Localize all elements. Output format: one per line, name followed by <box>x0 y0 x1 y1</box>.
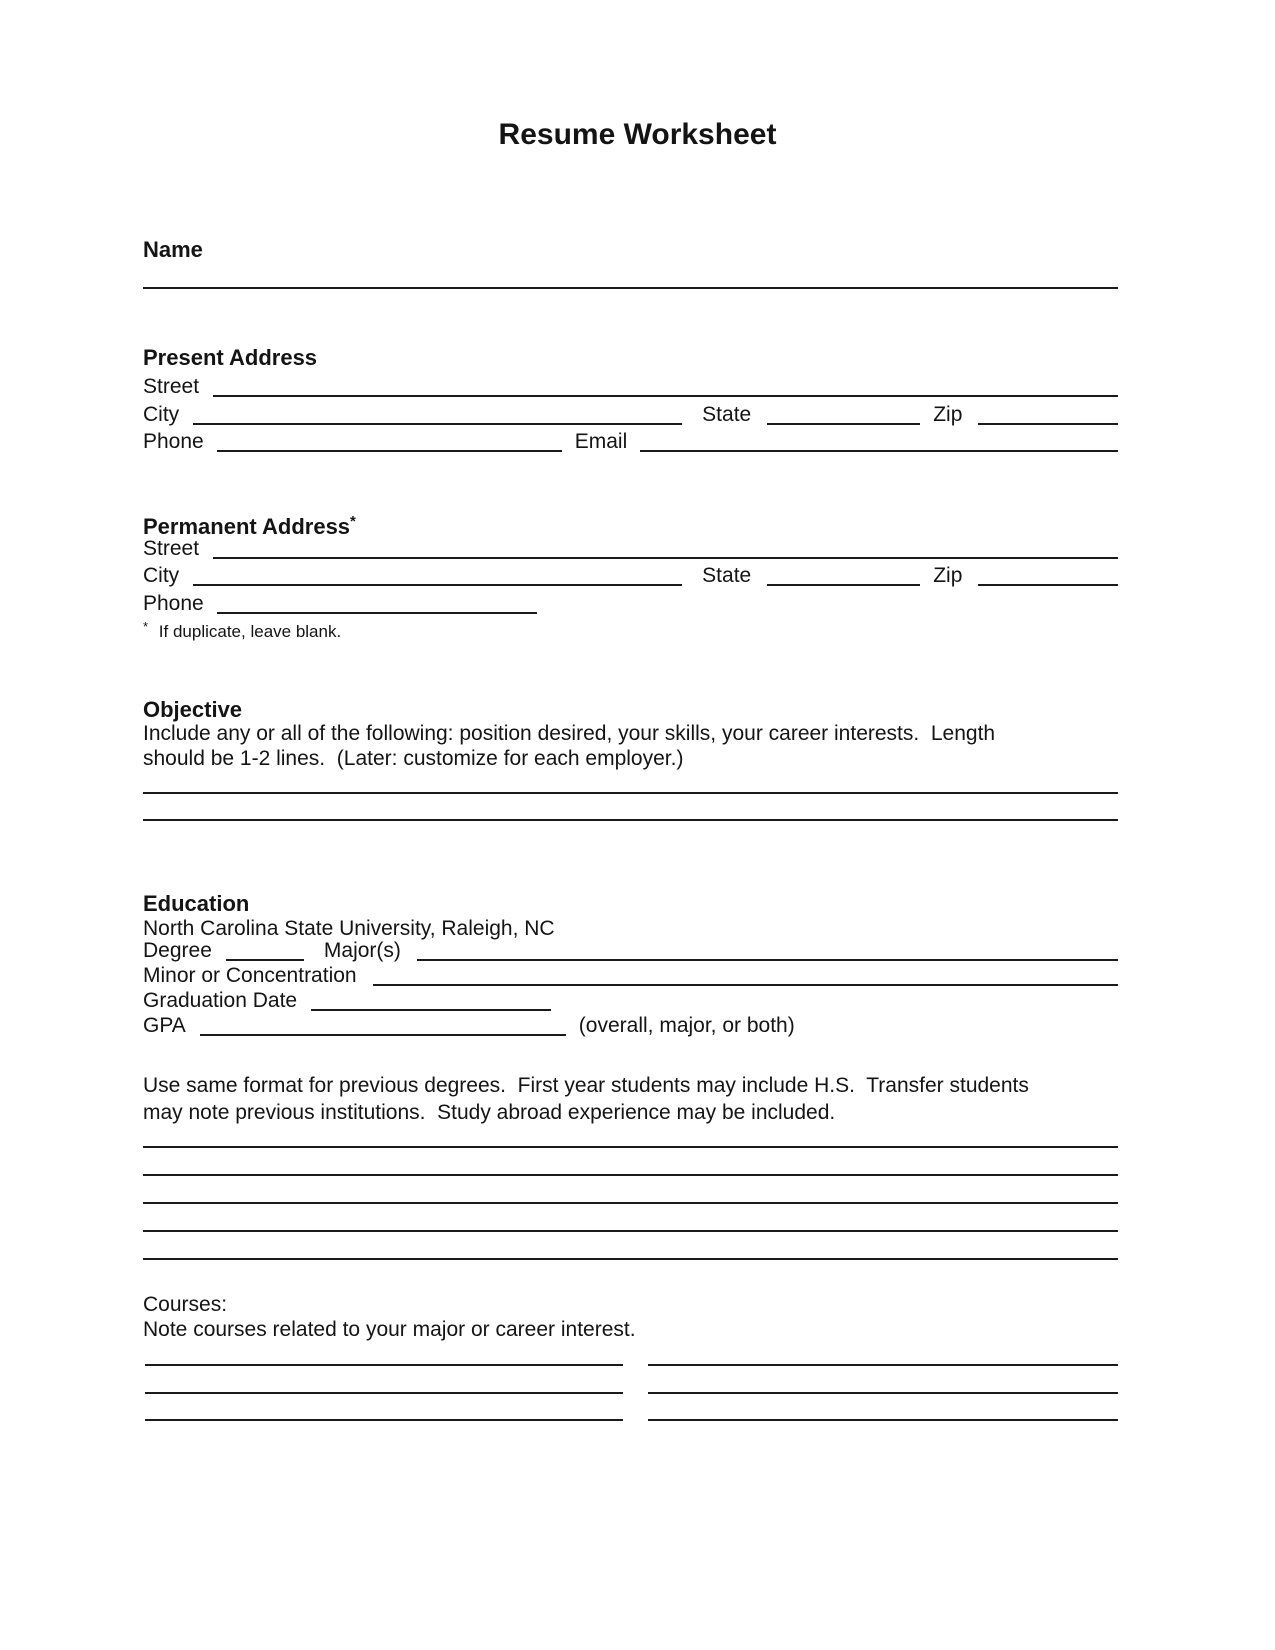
gpa-row <box>143 1013 1118 1038</box>
gpa-fill-line[interactable] <box>200 1034 566 1036</box>
education-fill-line-5[interactable] <box>143 1258 1118 1260</box>
objective-instructions-line1: Include any or all of the following: position desired, your skills, your career interests. Length <box>143 722 996 745</box>
majors-fill-line[interactable] <box>417 959 1118 961</box>
course-fill-line-left-3[interactable] <box>145 1419 623 1421</box>
course-fill-line-right-1[interactable] <box>648 1364 1118 1366</box>
education-fill-line-2[interactable] <box>143 1174 1118 1176</box>
duplicate-footnote <box>143 617 1118 642</box>
permanent-state-label: State <box>702 564 752 587</box>
courses-instruction: Note courses related to your major or career interest. <box>143 1318 636 1341</box>
permanent-state-fill-line[interactable] <box>767 584 920 586</box>
permanent-city-row <box>143 563 1118 588</box>
gpa-note: (overall, major, or both) <box>578 1014 795 1037</box>
gpa-label: GPA <box>143 1014 186 1037</box>
education-fill-line-3[interactable] <box>143 1202 1118 1204</box>
permanent-phone-fill-line[interactable] <box>217 612 537 614</box>
name-heading: Name <box>143 237 203 262</box>
graduation-date-fill-line[interactable] <box>311 1009 551 1011</box>
permanent-address-asterisk: * <box>350 513 356 530</box>
permanent-city-fill-line[interactable] <box>193 584 682 586</box>
minor-row <box>143 963 1118 988</box>
present-address-heading: Present Address <box>143 345 318 370</box>
present-city-fill-line[interactable] <box>193 423 682 425</box>
degree-fill-line[interactable] <box>226 959 304 961</box>
present-city-row <box>143 402 1118 427</box>
name-fill-line[interactable] <box>143 287 1118 289</box>
permanent-city-label: City <box>143 564 180 587</box>
present-email-label: Email <box>574 430 628 453</box>
present-zip-label: Zip <box>933 403 963 426</box>
degree-label: Degree <box>143 939 212 962</box>
education-fill-line-1[interactable] <box>143 1146 1118 1148</box>
degree-row <box>143 938 1118 963</box>
graduation-date-label: Graduation Date <box>143 989 298 1012</box>
present-state-fill-line[interactable] <box>767 423 920 425</box>
course-fill-line-left-2[interactable] <box>145 1392 623 1394</box>
page-title: Resume Worksheet <box>498 118 777 151</box>
minor-fill-line[interactable] <box>373 984 1118 986</box>
present-phone-row <box>143 429 1118 454</box>
permanent-street-label: Street <box>143 537 200 560</box>
objective-heading: Objective <box>143 697 243 722</box>
present-phone-fill-line[interactable] <box>217 450 562 452</box>
present-phone-label: Phone <box>143 430 204 453</box>
permanent-address-heading-text: Permanent Address <box>143 514 351 539</box>
permanent-street-row <box>143 536 1118 561</box>
present-email-fill-line[interactable] <box>640 450 1118 452</box>
present-street-row <box>143 374 1118 399</box>
course-fill-line-right-3[interactable] <box>648 1419 1118 1421</box>
permanent-street-fill-line[interactable] <box>213 557 1118 559</box>
education-note-line2: may note previous institutions. Study abroad experience may be included. <box>143 1101 836 1124</box>
objective-instructions-line2: should be 1-2 lines. (Later: customize for each employer.) <box>143 747 684 770</box>
permanent-phone-row <box>143 591 1118 616</box>
present-street-label: Street <box>143 375 200 398</box>
course-fill-line-left-1[interactable] <box>145 1364 623 1366</box>
present-street-fill-line[interactable] <box>213 395 1118 397</box>
permanent-zip-fill-line[interactable] <box>978 584 1118 586</box>
permanent-zip-label: Zip <box>933 564 963 587</box>
present-zip-fill-line[interactable] <box>978 423 1118 425</box>
objective-fill-line-2[interactable] <box>143 819 1118 821</box>
courses-heading: Courses: <box>143 1293 228 1316</box>
course-fill-line-right-2[interactable] <box>648 1392 1118 1394</box>
objective-fill-line-1[interactable] <box>143 792 1118 794</box>
minor-label: Minor or Concentration <box>143 964 357 987</box>
present-city-label: City <box>143 403 180 426</box>
permanent-phone-label: Phone <box>143 592 204 615</box>
graduation-date-row <box>143 988 1118 1013</box>
present-state-label: State <box>702 403 752 426</box>
objective-instructions <box>143 721 1118 771</box>
education-note-line1: Use same format for previous degrees. First year students may include H.S. Transfer students <box>143 1074 1029 1097</box>
education-school: North Carolina State University, Raleigh, NC <box>143 917 555 940</box>
duplicate-footnote-mark: * <box>143 619 149 634</box>
duplicate-footnote-text: If duplicate, leave blank. <box>158 622 342 641</box>
education-heading: Education <box>143 891 250 916</box>
education-fill-line-4[interactable] <box>143 1230 1118 1232</box>
education-note <box>143 1072 1118 1126</box>
majors-label: Major(s) <box>323 939 401 962</box>
